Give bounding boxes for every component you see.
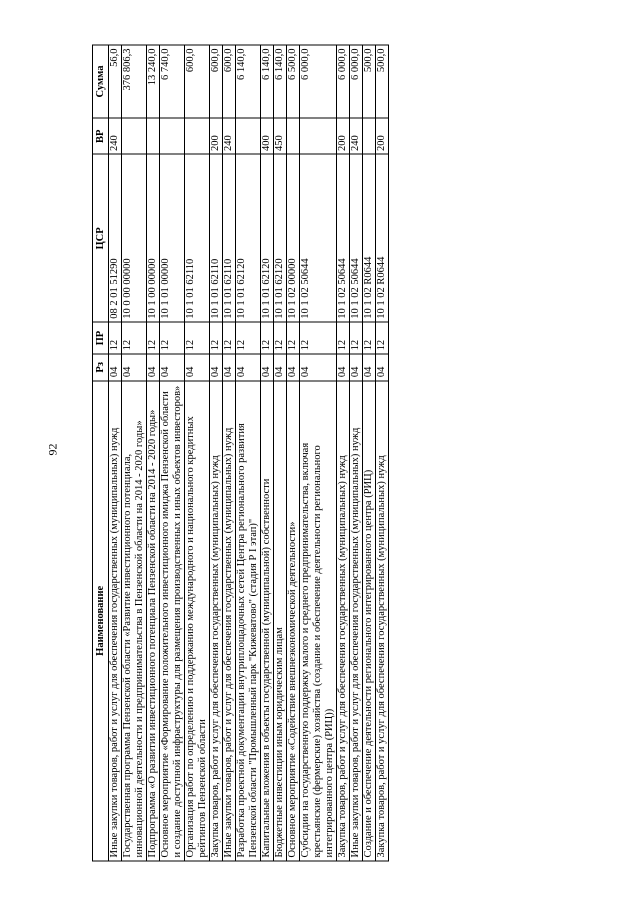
cell-rz: 04 (337, 354, 350, 381)
cell-name: Иные закупки товаров, работ и услуг для обеспечения государственных (муниципальных) нужд (223, 381, 236, 861)
cell-pr: 12 (122, 322, 147, 354)
cell-csr: 10 1 00 00000 (147, 154, 160, 322)
cell-name: Подпрограмма «О развитии инвестиционного потенциала Пензенской области на 2014 - 2020 годы» (147, 381, 160, 861)
cell-rz: 04 (160, 354, 185, 381)
cell-rz: 04 (350, 354, 363, 381)
page-number: 92 (45, 443, 60, 456)
cell-name: Капитальные вложения в объекты государственной (муниципальной) собственности (261, 381, 274, 861)
cell-csr: 10 1 01 62110 (210, 154, 223, 322)
table-row (287, 45, 300, 861)
cell-name: Организация работ по определению и поддержанию международного и национального кредитных рейтингов Пензенской области (185, 381, 210, 861)
rotated-table-container (92, 45, 548, 862)
cell-rz: 04 (147, 354, 160, 381)
cell-vr (363, 118, 376, 154)
cell-name: Закупка товаров, работ и услуг для обеспечения государственных (муниципальных) нужд (337, 381, 350, 861)
cell-rz: 04 (274, 354, 287, 381)
table-row (261, 45, 274, 861)
cell-pr: 12 (185, 322, 210, 354)
cell-vr: 240 (109, 118, 122, 154)
cell-rz: 04 (363, 354, 376, 381)
cell-sum: 6 000,0 (300, 45, 337, 118)
cell-csr: 10 1 02 R0644 (376, 154, 389, 322)
header-sum: Сумма (93, 45, 109, 118)
cell-pr: 12 (261, 322, 274, 354)
header-csr: ЦСР (93, 154, 109, 322)
cell-vr: 200 (376, 118, 389, 154)
cell-name: Разработка проектной документации внутриплощадочных сетей Центра регионального развития Пензенской области "Промышленный парк "Кижеватово" (стадия Р I этап)" (236, 381, 261, 861)
cell-sum: 6 140,0 (274, 45, 287, 118)
cell-vr (147, 118, 160, 154)
cell-vr: 240 (223, 118, 236, 154)
cell-name: Закупка товаров, работ и услуг для обеспечения государственных (муниципальных) нужд (210, 381, 223, 861)
cell-vr: 450 (274, 118, 287, 154)
header-name: Наименование (93, 381, 109, 861)
cell-csr: 10 1 01 62110 (223, 154, 236, 322)
cell-sum: 56,0 (109, 45, 122, 118)
cell-csr: 10 1 02 50644 (337, 154, 350, 322)
header-vr: ВР (93, 118, 109, 154)
cell-rz: 04 (236, 354, 261, 381)
budget-table (92, 45, 389, 862)
table-row (122, 45, 147, 861)
table-row (210, 45, 223, 861)
cell-sum: 6 000,0 (350, 45, 363, 118)
table-body (109, 45, 389, 861)
cell-rz: 04 (261, 354, 274, 381)
cell-name: Субсидии на государственную поддержку малого и среднего предпринимательства, включая крестьянские (фермерские) хозяйства (создание и обеспечение деятельности регионального интегрированного центра (РИЦ)) (300, 381, 337, 861)
cell-pr: 12 (210, 322, 223, 354)
cell-sum: 6 140,0 (261, 45, 274, 118)
cell-pr: 12 (236, 322, 261, 354)
cell-rz: 04 (223, 354, 236, 381)
cell-csr: 10 1 01 00000 (160, 154, 185, 322)
cell-name: Иные закупки товаров, работ и услуг для обеспечения государственных (муниципальных) нужд (109, 381, 122, 861)
table-row (376, 45, 389, 861)
cell-pr: 12 (287, 322, 300, 354)
cell-sum: 6 500,0 (287, 45, 300, 118)
table-header-row (93, 45, 109, 861)
cell-rz: 04 (185, 354, 210, 381)
header-pr: ПР (93, 322, 109, 354)
cell-pr: 12 (147, 322, 160, 354)
cell-sum: 376 806,3 (122, 45, 147, 118)
cell-pr: 12 (337, 322, 350, 354)
cell-csr: 10 1 02 00000 (287, 154, 300, 322)
cell-vr: 200 (337, 118, 350, 154)
table-row (109, 45, 122, 861)
cell-sum: 600,0 (223, 45, 236, 118)
cell-vr: 200 (210, 118, 223, 154)
table-row (147, 45, 160, 861)
cell-sum: 6 000,0 (337, 45, 350, 118)
cell-pr: 12 (274, 322, 287, 354)
table-row (363, 45, 376, 861)
cell-sum: 6 140,0 (236, 45, 261, 118)
cell-csr: 10 1 02 50644 (300, 154, 337, 322)
cell-name: Основное мероприятие «Содействие внешнеэкономической деятельности» (287, 381, 300, 861)
cell-name: Иные закупки товаров, работ и услуг для обеспечения государственных (муниципальных) нужд (350, 381, 363, 861)
cell-csr: 10 0 00 00000 (122, 154, 147, 322)
cell-vr (287, 118, 300, 154)
table-row (185, 45, 210, 861)
cell-name: Закупка товаров, работ и услуг для обеспечения государственных (муниципальных) нужд (376, 381, 389, 861)
cell-sum: 600,0 (185, 45, 210, 118)
cell-pr: 12 (376, 322, 389, 354)
table-row (223, 45, 236, 861)
cell-name: Бюджетные инвестиции иным юридическим лицам (274, 381, 287, 861)
cell-sum: 500,0 (376, 45, 389, 118)
cell-sum: 13 240,0 (147, 45, 160, 118)
cell-csr: 10 1 01 62120 (261, 154, 274, 322)
cell-rz: 04 (109, 354, 122, 381)
cell-name: Создание и обеспечение деятельности регионального интегрированного центра (РИЦ) (363, 381, 376, 861)
cell-vr: 240 (350, 118, 363, 154)
cell-vr (122, 118, 147, 154)
cell-csr: 08 2 01 51290 (109, 154, 122, 322)
table-row (236, 45, 261, 861)
cell-pr: 12 (109, 322, 122, 354)
cell-csr: 10 1 02 50644 (350, 154, 363, 322)
cell-vr (185, 118, 210, 154)
cell-csr: 10 1 02 R0644 (363, 154, 376, 322)
cell-rz: 04 (376, 354, 389, 381)
table-row (160, 45, 185, 861)
cell-sum: 600,0 (210, 45, 223, 118)
cell-sum: 500,0 (363, 45, 376, 118)
cell-name: Государственная программа Пензенской области «Развитие инвестиционного потенциала, инновационной деятельности и предпринимательства в Пензенской области на 2014 - 2020 годы» (122, 381, 147, 861)
table-row (337, 45, 350, 861)
cell-vr (236, 118, 261, 154)
cell-sum: 6 740,0 (160, 45, 185, 118)
cell-csr: 10 1 01 62120 (274, 154, 287, 322)
cell-pr: 12 (160, 322, 185, 354)
cell-pr: 12 (223, 322, 236, 354)
cell-rz: 04 (300, 354, 337, 381)
cell-csr: 10 1 01 62120 (236, 154, 261, 322)
cell-pr: 12 (363, 322, 376, 354)
cell-vr: 400 (261, 118, 274, 154)
cell-vr (300, 118, 337, 154)
header-rz: Рз (93, 354, 109, 381)
cell-pr: 12 (300, 322, 337, 354)
cell-pr: 12 (350, 322, 363, 354)
cell-csr: 10 1 01 62110 (185, 154, 210, 322)
table-row (274, 45, 287, 861)
cell-rz: 04 (287, 354, 300, 381)
cell-vr (160, 118, 185, 154)
table-row (300, 45, 337, 861)
cell-rz: 04 (122, 354, 147, 381)
cell-rz: 04 (210, 354, 223, 381)
table-row (350, 45, 363, 861)
cell-name: Основное мероприятие «Формирование положительного инвестиционного имиджа Пензенской области и создание доступной инфраструктуры для размещения производственных и иных объектов инвесторов» (160, 381, 185, 861)
